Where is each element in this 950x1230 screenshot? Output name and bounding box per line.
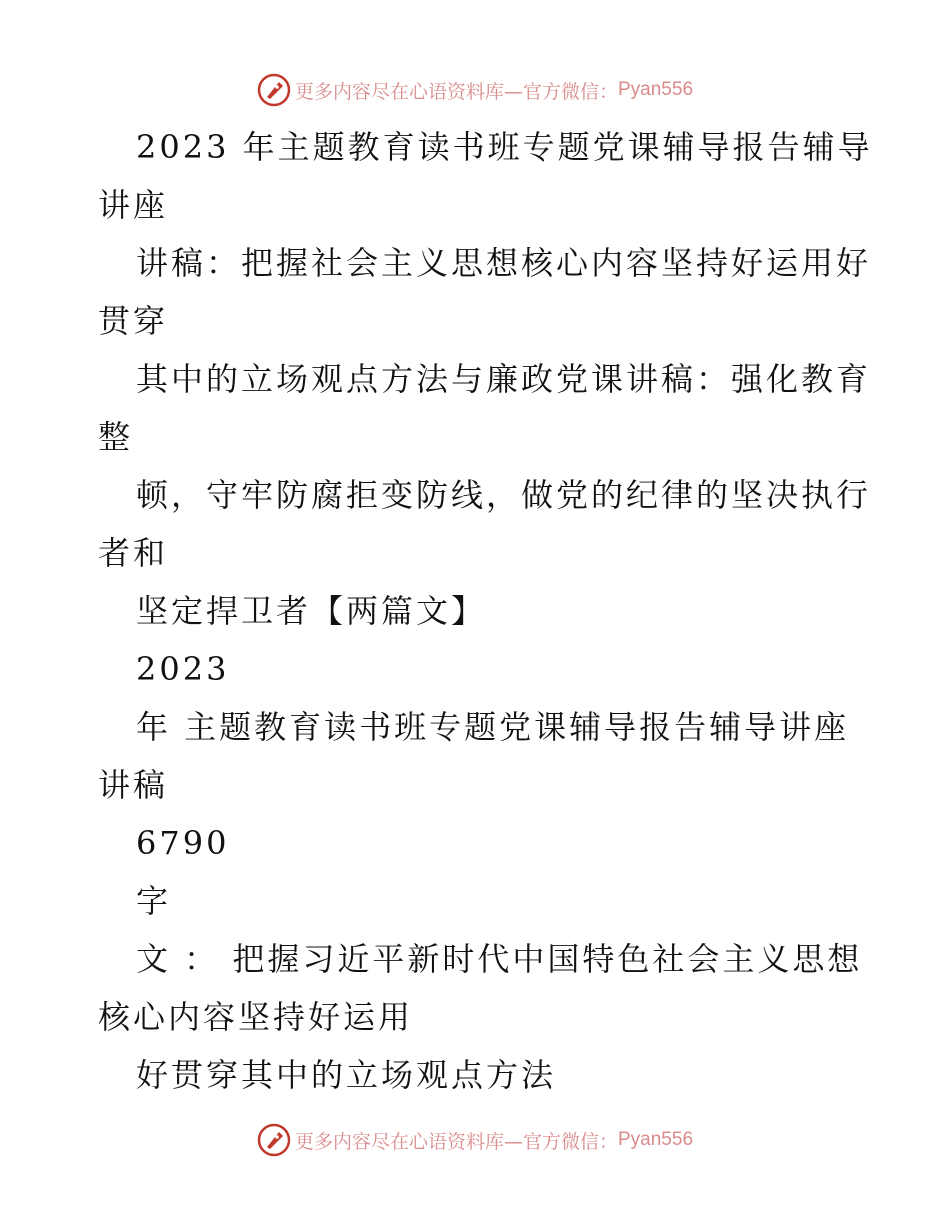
text-line: 年 主题教育读书班专题党课辅导报告辅导讲座 (136, 708, 850, 746)
text-line: 字 (136, 882, 172, 920)
text-line: 好贯穿其中的立场观点方法 (136, 1056, 557, 1094)
watermark-text: 更多内容尽在心语资料库—官方微信： (294, 1130, 618, 1153)
footer-watermark (0, 1120, 950, 1160)
text-line: 讲座 (98, 186, 169, 224)
text-line: 者和 (98, 534, 169, 572)
text-line: 2023 年主题教育读书班专题党课辅导报告辅导 (136, 128, 873, 166)
text-line: 贯穿 (98, 302, 169, 340)
text-line: 顿，守牢防腐拒变防线，做党的纪律的坚决执行 (136, 476, 872, 514)
text-line: 核心内容坚持好运用 (98, 998, 414, 1036)
text-line: 6790 (136, 824, 230, 862)
pen-nib-logo-icon (257, 1123, 291, 1157)
text-line: 坚定捍卫者【两篇文】 (136, 592, 487, 630)
document-body (98, 118, 873, 1104)
watermark-handle: Pyan556 (618, 1129, 694, 1150)
text-line: 其中的立场观点方法与廉政党课讲稿：强化教育 (136, 360, 872, 398)
text-line: 文 ： 把握习近平新时代中国特色社会主义思想 (136, 940, 863, 978)
text-line: 讲稿：把握社会主义思想核心内容坚持好运用好 (136, 244, 872, 282)
text-line: 整 (98, 418, 134, 456)
watermark-handle: Pyan556 (618, 79, 694, 100)
watermark-text: 更多内容尽在心语资料库—官方微信： (294, 80, 618, 103)
pen-nib-logo-icon (257, 73, 291, 107)
text-line: 讲稿 (98, 766, 169, 804)
text-line: 2023 (136, 650, 230, 688)
header-watermark (0, 70, 950, 110)
